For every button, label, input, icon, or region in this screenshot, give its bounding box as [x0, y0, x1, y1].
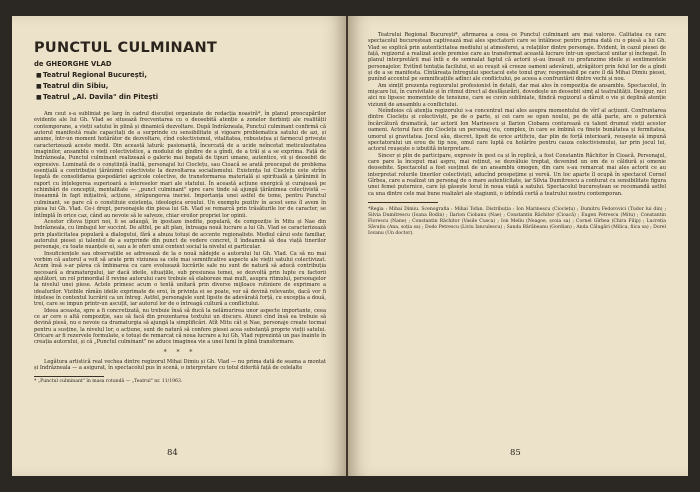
- theatre-list: [36, 70, 326, 103]
- footnote: * „Punctul culminant" în masa rotundă — „Teatrul" nr. 11/1963.: [34, 379, 183, 385]
- theatre-item: [36, 81, 326, 92]
- body-paragraph: Insuficiențele sau observațiile se adresează de la o nouă nădejde a autorului lui Gh. Vlad. Ca să nu mai vorbim că autorul a voit să arate prin viziunea sa cele mai semnificative aspecte ale vieții satului colectivizat. Acum însă s-ar părea că îmbinarea cu care evoluează lucrările sale nu sunt de natură să aducă contribuția necesară a dramaturgului, iar dacă ideile, situațiile, sub presiunea temei, se dezvoltă prin lupte cu factorii ajutători, un rol primordial îl revine autorului care trebuie să elaboreze mai mult, asupra ritmului, personajelor la nivelul unei piese. Actele primesc acum o tentă unitară prin diverse mijloace rutiniere de exprimare a idealurilor. Vizibile rămân ideile exprimate de eroi, în privința ei se poate, vor să devină relevante, dacă vor fi înțelese în contextul lucrării ca un întreg. Astfel, personajele sunt lipsite de adevărată forță, cu excepția a două, trei, care se impun printr-un ascuțit, iar autorul lor de o întreagă cultură a conflictului.: [34, 250, 326, 308]
- theatre-name: Teatrul „Al. Davila" din Pitești: [43, 93, 159, 101]
- bullet-icon: ■: [36, 83, 42, 90]
- right-page: [348, 16, 688, 476]
- theatre-item: [36, 92, 326, 103]
- body-paragraph: Am simțit prezența regizorului profesionist în detalii, dar mai ales în compoziția de ansamblu. Spectacolul, în mişcare lui, în cursivitate și în ritmul direct al desfășurării, dovedește un deosebit simț al teatralității. Desigur, nici aici nu lipsesc momentele de tensiune, care se cuvin subliniate, fiindcă regizorul a dăruit o vie și deplină atenție viziunii de ansamblu a conflictului.: [368, 82, 666, 108]
- right-page-content: [368, 32, 666, 237]
- body-paragraph: Neîndoios că atenția regizorului s-a concentrat mai ales asupra momentului de vîrf al acțiunii. Confruntarea dintre Cioclețu și colectiviști, pe de o parte, și cei care se opun noului, pe de altă parte, are o puternică încărcătură dramatică, iar actorii Ion Marinescu și Ilarion Ciobanu conturează cu talent drumul vieții acestor oameni. Actorul face din Cioclețu un personaj viu, complex, în care se îmbină cu finețe bunătatea și fermitatea, umorul și gravitatea. Jocul său, discret, lipsit de orice artificiu, dar plin de forță interioară, reușește să impună spectatorului un erou de tip nou, omul care luptă cu hotărîre pentru cauza colectivismului, iar prin jocul lui, actorul reușește o izbutită interpretare.: [368, 108, 666, 153]
- bullet-icon: ■: [36, 94, 42, 101]
- article-title: PUNCTUL CULMINANT: [34, 40, 218, 56]
- theatre-item: [36, 70, 326, 81]
- closing-paragraph: Legătura artistică real vechea dintre regizorul Mihai Dimiu și Gh. Vlad — nu prima dată de seama a montat și Indrăzneala — a asigurat, în spectacolul pus în scenă, o interpretare cu totul diferită față de celelalte: [34, 358, 326, 372]
- body-paragraph: Am ceut s-a subliniat pe larg în cadrul discuției organizate de redacția noastră*, în planul preocupărilor evidente ale lui Gh. Vlad se situează frecventarea cu o deosebită atenție a zonelor fierbinți ale realității contemporane, a vieții satului în plină și dinamică dezvoltare. După Indrăzneala, Punctul culminant confirmă că autorul manifestă reale capacitați de a surprinde cu sensibilitate și vigoare problematica satului de azi, și anume, într-un moment hotărâtor de dezvoltare, cînd colectivismul, vitalitatea, robustețea și farmecul privește caracterizează aceste medii. Din această latură: pasionantă, încercată de a ucide neîncetat meticulozitatea imaginilor, ansamblu o vieți colectivistice, a modului de gîndire de a gîndi, de a trăi și a se exprima. Față de Indrăzneala, Punctul culminant realizează o galerie mai bogată de tipuri umane, autentice, vii și deosebit de expresive. Luminată de o conștiință înaltă, personajul lui Cioclețu, sau Cioacă se arată preocupat de problema esențială a contribuției țărănimii colectiviste la dezvoltarea socialismului. Existența lui Cioclețu este strîns legată de consolidarea gospodăriei agricole colective, de transformarea materială și spirituală a țărănimii în raport cu înțelegerea superioară a intereselor mari ale statului. În această acțiune energică și curajoasă pe schimbări de concepții, mentalitate — „punct culminant" spre care tinde să ajungă țărănimea colectivistă — înseamnă în fapt inițiativă, acțiune, străpungerea ineriei. Importanța unei astfel de teme, pentru Punctul culminant, se pare că o constituie existența, ideologica eroului. Un exemplu pozitiv în acest sens îl avem în piesa lui Gh. Vlad. Ce-i drept, personajele din piesa lui Gh. Vlad se remarcă prin trăsăturile lor de caracter, se întîmplă în orice caz, când au nevoie să le salveze, chiar eroilor propriei lor opinii.: [34, 111, 326, 219]
- production-credits: *Regia : Mihai Dimiu. Scenografia : Mihai Tofan. Distribuția : Ion Marinescu (Cioclețu) ; Dumitru Fedorovici (Tudor lui din) ; Silvia Dumitrescu (Ioana Bodin) ; Ilarion Ciobanu (Nae) ; Constantin Răchitor (Cioacă) ; Eugen Petrescu (Mitu) ; Constantin Florescu (Nane) ; Constantin Răchitor (Vasile Cusca) ; Ion Meliu (Neagoe, școia sa) ; Cornel Gîrbea (Chira Filip) ; Lucreția Săvuțiu (Ana, soția sa) ; Dodo Petrescu (Liviu Ianculescu) ; Sanda Bărăbeanu (Gordian) ; Anda Călugări (Milica, fiica sa) ; Dorel Iovanu (Un doctor).: [368, 206, 666, 236]
- left-page-content: [34, 32, 326, 385]
- section-separator: * * *: [163, 348, 197, 356]
- footnote-rule: [368, 202, 438, 203]
- body-paragraph: Sincer și plin de participare, expresiv în gest ca și în replică, a fost Constantin Răchitor în Cioacă. Personajul, care pare la început mai aspru, mai reținut, se dezvăluie treptat, devenind un om de o căldură și omenie deosebite. Spectacolul a fost susținut de un ansamblu omogen, din care s-au remarcat mai ales actorii ce au interpretat rolurile tinerilor colectiviști, aducînd prospețime și vervă. Un loc aparte îl ocupă în spectacol Cornel Gîrbea, care a realizat un personaj de o mare autenticitate, iar Silvia Dumitrescu a conturat cu sensibilitate figura unei femei puternice, care își găsește locul în noua viață a satului. Spectacolul bucureștean se recomandă astfel ca una dintre cele mai bune realizări ale stagiunii, o izbîndă certă a teatrului nostru contemporan.: [368, 152, 666, 197]
- bullet-icon: ■: [36, 72, 42, 79]
- page-number: 84: [167, 448, 178, 458]
- body-paragraph: Ideea aceasta, spre a fi concretizată, nu trebuie însă să ducă la nelămurirea unor aspecte importante, ceea ce ar cere o altă compoziție, sau să facă din prezentarea textului un discurs. Atunci cînd însă ea trebuie să devină piesă, nu e nevoie ca dramaturgia să ajungă la simplificări. Atît Mitu cât și Nae, personaje create tocmai pentru a susține, la nivelul lor, o acțiune, sunt de natură să confere piesei acea substanță proprie vieții satului. Oricare ar fi rezervele formulate, e totuși de remarcat că noua lucrare a lui Gh. Vlad reprezintă un pas înainte în creația autorului, și că „Punctul culminant" ne aduce imaginea vie a unei lumi în plină transformare.: [34, 307, 326, 346]
- theatre-name: Teatrul din Sibiu,: [43, 82, 109, 90]
- body-paragraph: Acestor cîteva țipuri noi, li se adaugă, în ipostaze inedite, populară, de compoziție în Mitu și Nae din Indrăzneala, cu limbajul lor succint. De altfel, pe alt plan, întreaga nouă lucrare a lui Gh. Vlad se caracterizează prin plasticitatea populară a dialogului, fără a abuza totuși de accente regionaliste. Mediul cărui este familiar, autorului piesei și talentul de a surprinde din punct de vedere concret, îl îndeamnă să dea viață tinerilor personaje, cu toate nuanțele ei, sau a le oferi unui context social la nivelul ei particular.: [34, 218, 326, 251]
- left-page: [12, 16, 346, 476]
- theatre-name: Teatrul Regional București,: [43, 71, 147, 79]
- body-paragraph: Teatrului Regional București*, afirmarea a ceea ce Punctul culminant are mai valoros. Calitatea cu care spectacolul bucureștean captivează mai ales spectatorii care se întâlnesc pentru prima dată cu o piesă a lui Gh. Vlad se explică prin autenticitatea mediului și atmosferei, a relațiilor dintre personaje. Evident, în cazul piesei de față, regizorul a realizat acele premise care au transformat această lucrare într-un spectacol unitar și închegat. În planul interpretării mai întîi e de semnalat faptul că actorii și-au însușit cu profunzime ideile și sentimentele personajelor. Evitînd tentația facilului, ei au reușit să creeze oameni adevărați, atrăgători prin felul lor de a gîndi și de a se manifesta. Cîntăreața întregului spectacol este tonul grav, responsabil pe care îl dă Mihai Dimiu piesei, punînd accentul pe semnificațiile adînci ale conflictului, pe aceea a confruntării dintre vechi și nou.: [368, 32, 666, 83]
- footnote-rule: [34, 376, 104, 377]
- page-number: 85: [510, 448, 521, 458]
- article-author: de GHEORGHE VLAD: [34, 60, 112, 68]
